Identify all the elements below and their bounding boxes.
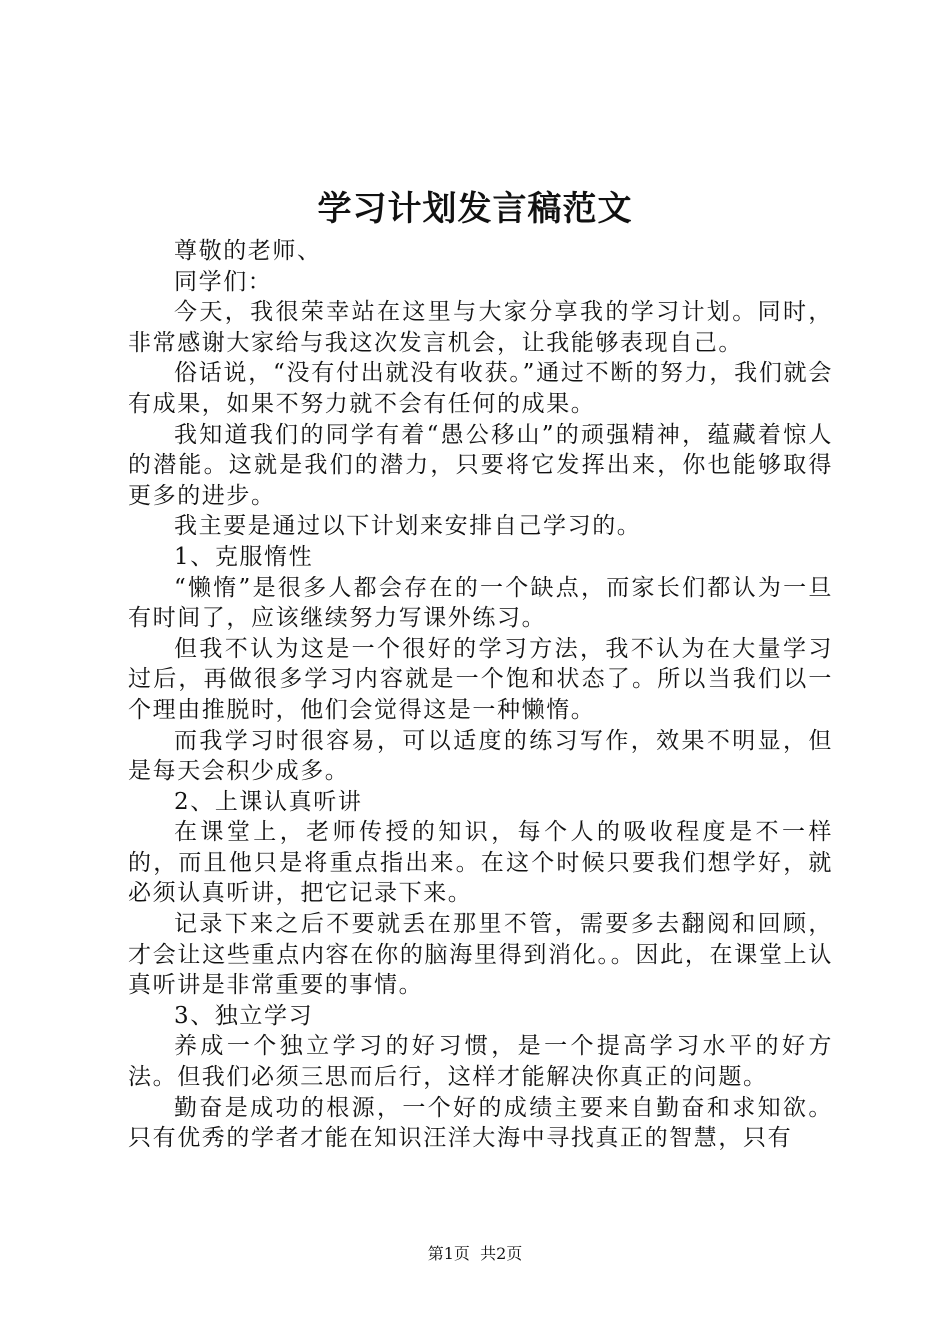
paragraph: 而我学习时很容易，可以适度的练习写作，效果不明显，但是每天会积少成多。 — [128, 727, 833, 785]
page-footer — [0, 1240, 950, 1268]
paragraph: 我知道我们的同学有着“愚公移山”的顽强精神，蕴藏着惊人的潜能。这就是我们的潜力，只要将它发挥出来，你也能够取得更多的进步。 — [128, 421, 833, 509]
page-number: 第1页 共2页 — [427, 1244, 523, 1263]
section-heading: 1、克服惰性 — [174, 543, 314, 570]
paragraph: 勤奋是成功的根源，一个好的成绩主要来自勤奋和求知欲。只有优秀的学者才能在知识汪洋大海中寻找真正的智慧，只有 — [128, 1094, 833, 1152]
paragraph: “懒惰”是很多人都会存在的一个缺点，而家长们都认为一旦有时间了，应该继续努力写课外练习。 — [128, 574, 833, 632]
paragraph: 我主要是通过以下计划来安排自己学习的。 — [174, 513, 642, 540]
section-heading: 2、上课认真听讲 — [174, 788, 363, 815]
paragraph: 俗话说，“没有付出就没有收获。”通过不断的努力，我们就会有成果，如果不努力就不会有任何的成果。 — [128, 360, 833, 417]
salutation-teachers: 尊敬的老师、 — [174, 238, 322, 264]
document-body — [128, 236, 833, 1154]
paragraph: 养成一个独立学习的好习惯，是一个提高学习水平的好方法。但我们必须三思而后行，这样才能解决你真正的问题。 — [128, 1033, 833, 1091]
paragraph: 今天，我很荣幸站在这里与大家分享我的学习计划。同时，非常感谢大家给与我这次发言机会，让我能够表现自己。 — [128, 299, 833, 356]
salutation-classmates: 同学们： — [174, 268, 273, 295]
section-heading: 3、独立学习 — [174, 1002, 314, 1029]
document-title: 学习计划发言稿范文 — [317, 189, 633, 229]
paragraph: 记录下来之后不要就丢在那里不管，需要多去翻阅和回顾，才会让这些重点内容在你的脑海里得到消化。。因此，在课堂上认真听讲是非常重要的事情。 — [128, 911, 833, 999]
paragraph: 在课堂上，老师传授的知识，每个人的吸收程度是不一样的，而且他只是将重点指出来。在这个时候只要我们想学好，就必须认真听讲，把它记录下来。 — [128, 819, 833, 907]
paragraph: 但我不认为这是一个很好的学习方法，我不认为在大量学习过后，再做很多学习内容就是一个饱和状态了。所以当我们以一个理由推脱时，他们会觉得这是一种懒惰。 — [128, 635, 833, 723]
